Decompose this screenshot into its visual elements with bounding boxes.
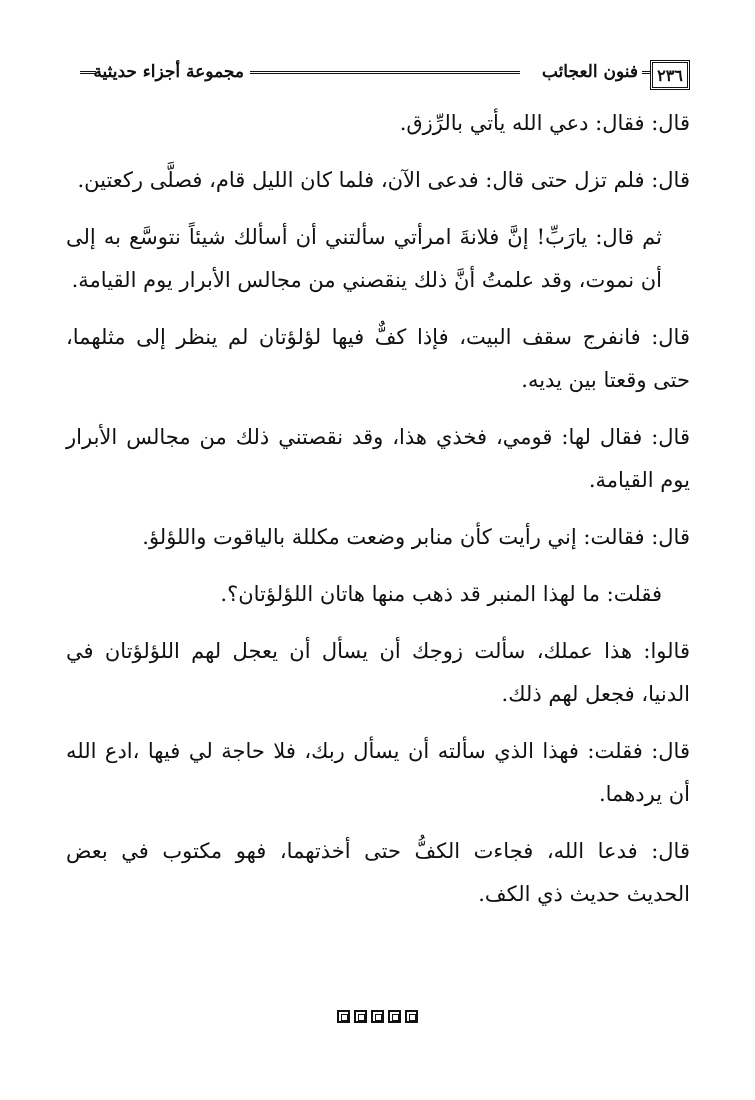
paragraph: فقلت: ما لهذا المنبر قد ذهب منها هاتان اللؤلؤتان؟.: [220, 582, 662, 606]
header-rule: [642, 71, 650, 74]
chapter-title: فنون العجائب: [541, 62, 638, 82]
ornament-square-icon: [405, 1010, 418, 1023]
paragraph: قال: فقال: دعي الله يأتي بالرِّزق.: [399, 111, 690, 135]
paragraph: قالوا: هذا عملك، سألت زوجك أن يسأل أن يعجل لهم اللؤلؤتان في الدنيا، فجعل لهم ذلك.: [66, 639, 690, 706]
ornament-square-icon: [371, 1010, 384, 1023]
ornament-square-icon: [337, 1010, 350, 1023]
page-body: [66, 102, 690, 930]
paragraph: قال: فقلت: فهذا الذي سألته أن يسأل ربك، فلا حاجة لي فيها ،ادع الله أن يردهما.: [66, 739, 690, 806]
paragraph: ثم قال: يارَبِّ! إنَّ فلانةَ امرأتي سألتني أن أسألك شيئاً نتوسَّع به إلى أن نموت، وقد علمتُ أنَّ ذلك ينقصني من مجالس الأبرار يوم القيامة.: [66, 225, 662, 292]
footer-ornament: [0, 1010, 755, 1023]
book-title: مجموعة أجزاء حديثية: [93, 62, 244, 82]
page-number: ٢٣٦: [650, 60, 690, 90]
paragraph: قال: فلم تزل حتى قال: فدعى الآن، فلما كان الليل قام، فصلَّى ركعتين.: [77, 168, 690, 192]
paragraph: قال: فدعا الله، فجاءت الكفُّ حتى أخذتهما، فهو مكتوب في بعض الحديث حديث ذي الكف.: [66, 839, 690, 906]
paragraph: قال: فقالت: إني رأيت كأن منابر وضعت مكللة بالياقوت واللؤلؤ.: [142, 525, 690, 549]
ornament-square-icon: [388, 1010, 401, 1023]
running-header: [80, 52, 690, 92]
header-rule: [250, 71, 520, 74]
ornament-square-icon: [354, 1010, 367, 1023]
paragraph: قال: فانفرج سقف البيت، فإذا كفٌّ فيها لؤلؤتان لم ينظر إلى مثلهما، حتى وقعتا بين يديه.: [66, 325, 690, 392]
header-rule: [80, 71, 96, 74]
paragraph: قال: فقال لها: قومي، فخذي هذا، وقد نقصتني ذلك من مجالس الأبرار يوم القيامة.: [66, 425, 690, 492]
